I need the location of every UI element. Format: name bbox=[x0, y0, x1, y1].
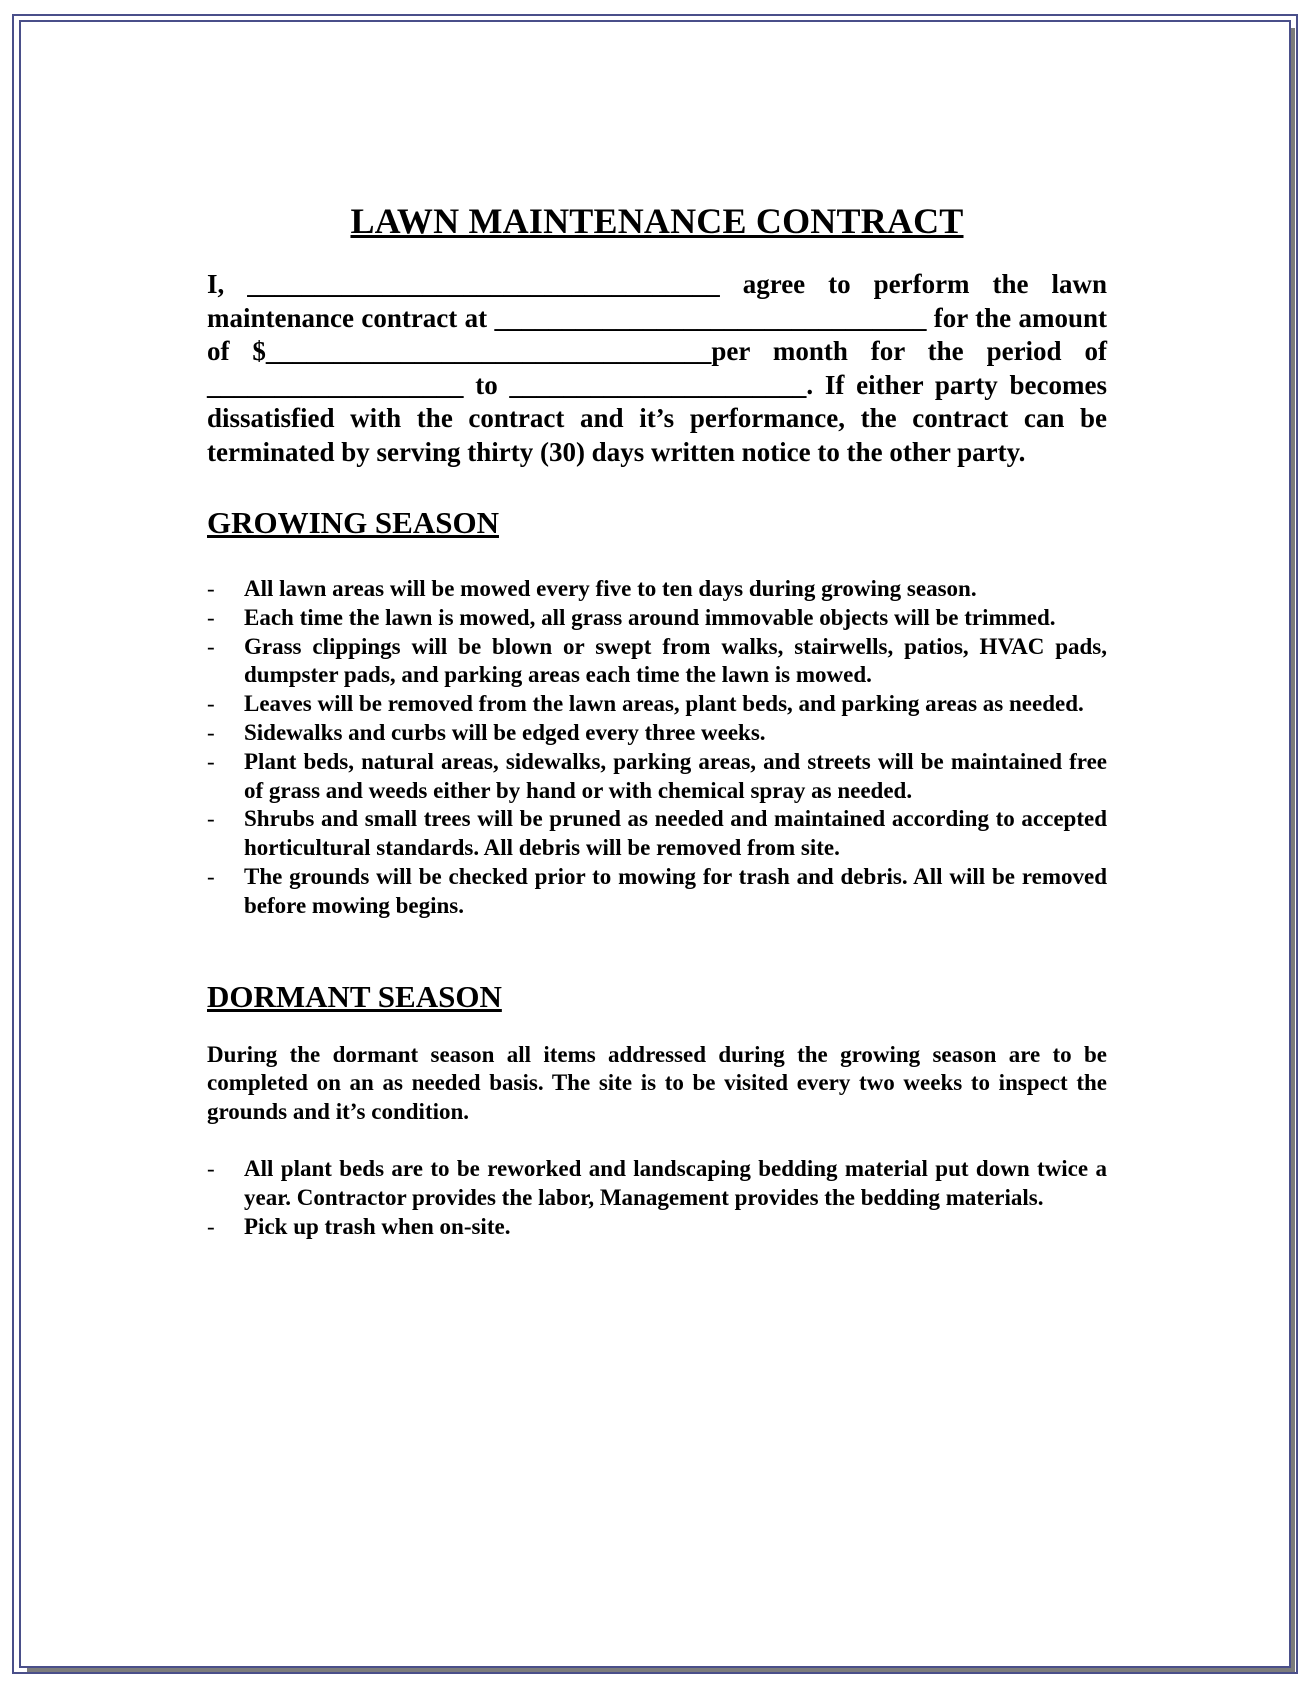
list-item-text: Grass clippings will be blown or swept from walks, stairwells, patios, HVAC pads, dumpster pads, and parking areas each time the lawn is mowed. bbox=[244, 633, 1107, 688]
list-item bbox=[207, 1213, 1107, 1242]
list-item-text: Each time the lawn is mowed, all grass around immovable objects will be trimmed. bbox=[244, 604, 1056, 630]
list-item-text: Shrubs and small trees will be pruned as needed and maintained according to accepted horticultural standards. All debris will be removed from site. bbox=[244, 806, 1107, 861]
bullet-dash: - bbox=[207, 691, 215, 717]
bullet-dash: - bbox=[207, 863, 215, 889]
list-item-text: Plant beds, natural areas, sidewalks, parking areas, and streets will be maintained free of grass and weeds either by hand or with chemical spray as needed. bbox=[244, 748, 1107, 803]
list-item bbox=[207, 863, 1107, 921]
list-item bbox=[207, 805, 1107, 863]
list-item-text: The grounds will be checked prior to mowing for trash and debris. All will be removed before mowing begins. bbox=[244, 863, 1107, 918]
list-item bbox=[207, 690, 1107, 719]
document-body bbox=[207, 200, 1107, 1241]
list-item-text: Leaves will be removed from the lawn areas, plant beds, and parking areas as needed. bbox=[244, 691, 1084, 717]
list-item-text: All lawn areas will be mowed every five to ten days during growing season. bbox=[244, 576, 977, 601]
list-item bbox=[207, 719, 1107, 748]
dormant-season-heading: DORMANT SEASON bbox=[207, 978, 502, 1014]
bullet-dash: - bbox=[207, 604, 215, 630]
list-item bbox=[207, 748, 1107, 806]
dormant-season-paragraph: During the dormant season all items addressed during the growing season are to be completed on an as needed basis. The site is to be visited every two weeks to inspect the grounds and it’s condition. bbox=[207, 1041, 1107, 1125]
list-item-text: All plant beds are to be reworked and landscaping bedding material put down twice a year. Contractor provides the labor, Management provides the bedding materials. bbox=[244, 1155, 1107, 1210]
bullet-dash: - bbox=[207, 806, 215, 832]
list-item bbox=[207, 604, 1107, 633]
growing-season-list bbox=[207, 575, 1107, 921]
list-item bbox=[207, 633, 1107, 691]
bullet-dash: - bbox=[207, 633, 215, 659]
bullet-dash: - bbox=[207, 719, 215, 745]
list-item bbox=[207, 575, 1107, 604]
growing-season-heading: GROWING SEASON bbox=[207, 505, 499, 540]
bullet-dash: - bbox=[207, 1155, 215, 1181]
bullet-dash: - bbox=[207, 1213, 215, 1239]
bullet-dash: - bbox=[207, 748, 215, 774]
contract-intro-paragraph: I, ___________________________________ agree to perform the lawn maintenance contract at ________________________________ for the amount of $_________________________________per month for the period of ___________________ to ______________________. If either party becomes dissatisfied with the contract and it’s performance, the contract can be terminated by serving thirty (30) days written notice to the other party. bbox=[207, 269, 1107, 467]
list-item-text: Sidewalks and curbs will be edged every three weeks. bbox=[244, 719, 766, 745]
list-item-text: Pick up trash when on-site. bbox=[244, 1213, 511, 1239]
list-item bbox=[207, 1155, 1107, 1213]
dormant-season-list bbox=[207, 1155, 1107, 1241]
document-title: LAWN MAINTENANCE CONTRACT bbox=[350, 201, 964, 241]
bullet-dash: - bbox=[207, 576, 215, 601]
